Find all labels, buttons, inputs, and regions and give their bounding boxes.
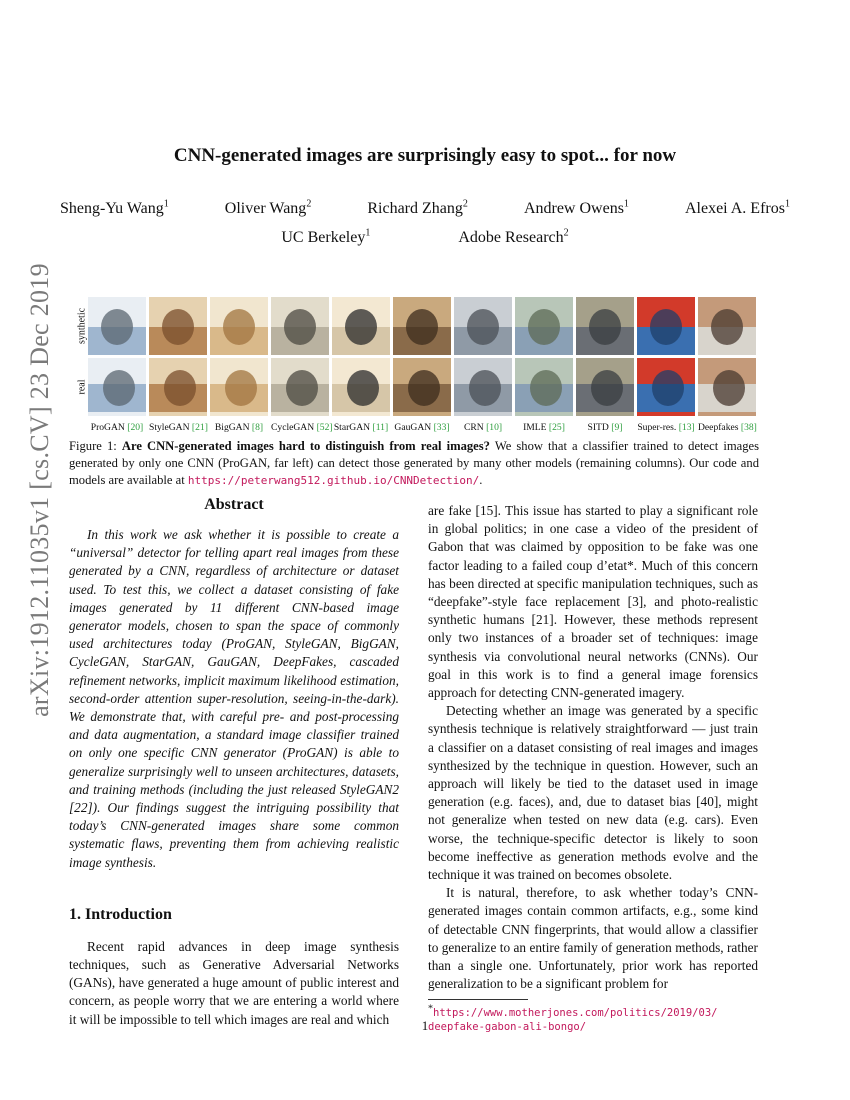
real-image-cyclegan xyxy=(271,358,329,416)
caption-bold: Are CNN-generated images hard to distinguish from real images? xyxy=(121,439,490,453)
column-label: Deepfakes [38] xyxy=(698,422,757,433)
affiliation-list xyxy=(0,229,850,247)
column-label: GauGAN [33] xyxy=(394,422,450,433)
synthetic-image-stargan xyxy=(332,297,390,355)
paper-title: CNN-generated images are surprisingly easy to spot... for now xyxy=(173,145,677,166)
code-link[interactable]: https://peterwang512.github.io/CNNDetection/ xyxy=(187,473,480,487)
synthetic-image-cyclegan xyxy=(271,297,329,355)
figure-image-grid xyxy=(88,297,756,416)
abstract-heading: Abstract xyxy=(204,496,264,513)
figure-row-labels xyxy=(76,297,88,417)
real-image-stylegan xyxy=(149,358,207,416)
section-heading-introduction: 1. Introduction xyxy=(69,905,172,923)
figure-caption: Figure 1: Are CNN-generated images hard to distinguish from real images? We show that a classifier trained to detect images generated by only one CNN (ProGAN, far left) can detect those generated by many other models (remaining columns). Our code and models are available at https://peterwang512.github.io/CNNDetection/. xyxy=(69,439,759,487)
real-image-super-res xyxy=(637,358,695,416)
column-label: SITD [9] xyxy=(587,422,623,433)
intro-paragraph-continued: are fake [15]. This issue has started to play a significant role in global politics; in one case a video of the president of Gabon that was claimed by opposition to be fake was one factor leading to a failed coup d’etat*. Much of this concern has been directed at specific manipulation techniques, such as “deepfake”-style face replacement [3], and photo-realistic synthetic humans [21]. However, these methods represent only two instances of a broader set of techniques: image synthesis via convolutional neural networks (CNNs). Our goal in this work is to find a general image forensics approach for detecting CNN-generated imagery. xyxy=(428,503,758,701)
caption-label: Figure 1: xyxy=(69,439,117,453)
author: Oliver Wang$^2$ xyxy=(224,198,312,217)
row-label-synthetic: synthetic xyxy=(76,307,88,345)
caption-text: We show that a classifier trained to detect images generated by only one CNN (ProGAN, far left) can detect those generated by many other models (remaining columns). Our code and models are available at xyxy=(69,439,759,487)
column-label: Super-res. [13] xyxy=(637,422,695,433)
synthetic-image-sitd xyxy=(576,297,634,355)
synthetic-image-biggan xyxy=(210,297,268,355)
author: Richard Zhang$^2$ xyxy=(367,198,468,217)
real-image-progan xyxy=(88,358,146,416)
footnote-mark: * xyxy=(428,1003,433,1015)
synthetic-image-progan xyxy=(88,297,146,355)
real-image-deepfakes xyxy=(698,358,756,416)
abstract-text: In this work we ask whether it is possible to create a “universal” detector for telling apart real images from these generated by a CNN, regardless of architecture or dataset used. To test this, we collect a dataset consisting of fake images generated by 11 different CNN-based image generator models, chosen to span the space of commonly used architectures today (ProGAN, StyleGAN, BigGAN, CycleGAN, StarGAN, GauGAN, DeepFakes, cascaded refinement networks, implicit maximum likelihood estimation, second-order attention super-resolution, seeing-in-the-dark). We demonstrate that, with careful pre- and post-processing and data augmentation, a standard image classifier trained on only one specific CNN generator (ProGAN) is able to generalize surprisingly well to unseen architectures, datasets, and training methods (including the just released StyleGAN2 [22]). Our findings suggest the intriguing possibility that today’s CNN-generated images share some common systematic flaws, preventing them from achieving realistic image synthesis. xyxy=(69,527,399,870)
real-image-biggan xyxy=(210,358,268,416)
affiliation: Adobe Research$^2$ xyxy=(458,227,569,246)
footnote-link[interactable]: https://www.motherjones.com/politics/2019/03/ deepfake-gabon-ali-bongo/ xyxy=(428,1007,718,1034)
author: Sheng-Yu Wang$^1$ xyxy=(60,198,169,217)
page-number: 1 xyxy=(421,1018,429,1033)
right-column xyxy=(428,502,758,1034)
left-column xyxy=(69,496,399,1029)
column-label: IMLE [25] xyxy=(523,422,565,433)
intro-paragraph: Recent rapid advances in deep image synthesis techniques, such as Generative Adversarial Networks (GANs), have generated a huge amount of public interest and concern, as people worry that we are entering a world where it will be impossible to tell which images are real and which xyxy=(69,938,399,1027)
real-image-crn xyxy=(454,358,512,416)
arxiv-identifier xyxy=(18,263,62,717)
real-image-imle xyxy=(515,358,573,416)
synthetic-image-super-res xyxy=(637,297,695,355)
synthetic-image-stylegan xyxy=(149,297,207,355)
author: Alexei A. Efros$^1$ xyxy=(684,198,790,217)
intro-paragraph: Detecting whether an image was generated by a specific synthesis technique is relatively straightforward — just train a classifier on a dataset consisting of real images and images synthesized by the technique in question. However, such an approach will likely be tied to the dataset used in image generation (e.g. faces), and, due to dataset bias [40], might not generalize when tested on new data (e.g. cars). Even worse, the technique-specific detector is likely to soon become ineffective as generation methods evolve and the technique it was trained on becomes obsolete. xyxy=(428,703,758,883)
real-image-stargan xyxy=(332,358,390,416)
real-image-sitd xyxy=(576,358,634,416)
arxiv-id-text: arXiv:1912.11035v1 [cs.CV] 23 Dec 2019 xyxy=(25,263,54,717)
figure-column-labels xyxy=(88,422,756,433)
intro-paragraph: It is natural, therefore, to ask whether today’s CNN-generated images contain common artifacts, e.g., some kind of detectable CNN fingerprints, that would allow a classifier to generalize to an entire family of generation methods, rather than a single one. Unfortunately, prior work has reported generalization to be a significant problem for xyxy=(428,885,758,992)
column-label: CycleGAN [52] xyxy=(271,422,333,433)
synthetic-image-gaugan xyxy=(393,297,451,355)
column-label: BigGAN [8] xyxy=(214,422,264,433)
real-image-gaugan xyxy=(393,358,451,416)
column-label: StyleGAN [21] xyxy=(149,422,208,433)
column-label: CRN [10] xyxy=(463,422,503,433)
footnote-rule xyxy=(428,999,528,1000)
author: Andrew Owens$^1$ xyxy=(523,198,629,217)
synthetic-image-crn xyxy=(454,297,512,355)
affiliation: UC Berkeley$^1$ xyxy=(281,227,371,246)
row-label-real: real xyxy=(76,379,88,395)
author-list xyxy=(60,200,790,218)
column-label: StarGAN [11] xyxy=(333,422,389,433)
synthetic-image-imle xyxy=(515,297,573,355)
column-label: ProGAN [20] xyxy=(90,422,144,433)
synthetic-image-deepfakes xyxy=(698,297,756,355)
